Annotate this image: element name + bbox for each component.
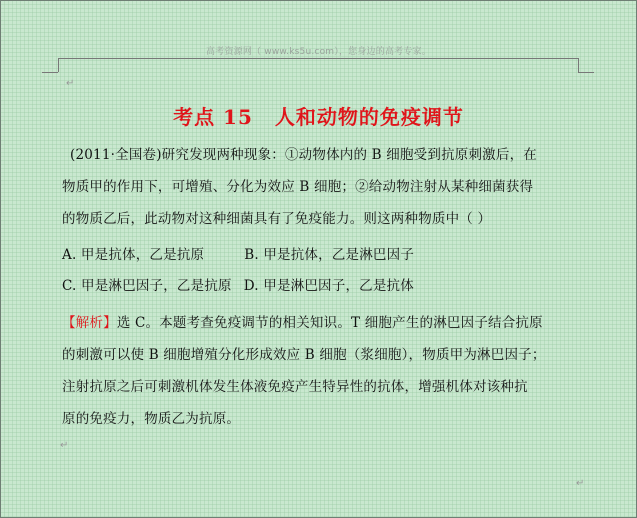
question-line-3: 的物质乙后，此动物对这种细菌具有了免疫能力。则这两种物质中（ ） [62,211,492,227]
margin-corner-right [578,58,579,72]
margin-tick-right [578,72,594,73]
question-line-1: (2011·全国卷)研究发现两种现象：①动物体内的 B 细胞受到抗原刺激后，在 [70,147,537,163]
margin-tick-left [42,72,58,73]
analysis-line-1 [62,311,543,331]
title-topic-name: 人和动物的免疫调节 [274,105,464,129]
header-rule [58,58,578,59]
page-title [0,101,637,130]
analysis-label: 【解析】 [62,315,117,331]
analysis-text-1: 选 C。本题考查免疫调节的相关知识。T 细胞产生的淋巴因子结合抗原 [116,315,543,331]
analysis-line-3: 注射抗原之后可刺激机体发生体液免疫产生特异性的抗体，增强机体对该种抗 [62,379,528,395]
analysis-line-4: 原的免疫力，物质乙为抗原。 [62,411,241,427]
title-topic-number: 考点 15 [173,105,253,129]
options-row-2 [62,274,414,294]
paragraph-mark-icon: ↵ [66,78,75,89]
paragraph-mark-icon: ↵ [576,478,585,489]
question-line-2: 物质甲的作用下，可增殖、分化为效应 B 细胞；②给动物注射从某种细菌获得 [62,179,534,195]
analysis-line-2: 的刺激可以使 B 细胞增殖分化形成效应 B 细胞（浆细胞），物质甲为淋巴因子； [62,347,546,363]
option-d: D. 甲是淋巴因子，乙是抗体 [243,278,414,294]
page-header-text: 高考资源网（ www.ks5u.com），您身边的高考专家。 [206,47,431,57]
options-row-1 [62,243,414,263]
option-a: A. 甲是抗体，乙是抗原 [62,247,205,263]
option-c: C. 甲是淋巴因子，乙是抗原 [62,278,232,294]
margin-corner-left [58,58,59,72]
paragraph-mark-icon: ↵ [60,440,69,451]
option-b: B. 甲是抗体，乙是淋巴因子 [244,247,415,263]
